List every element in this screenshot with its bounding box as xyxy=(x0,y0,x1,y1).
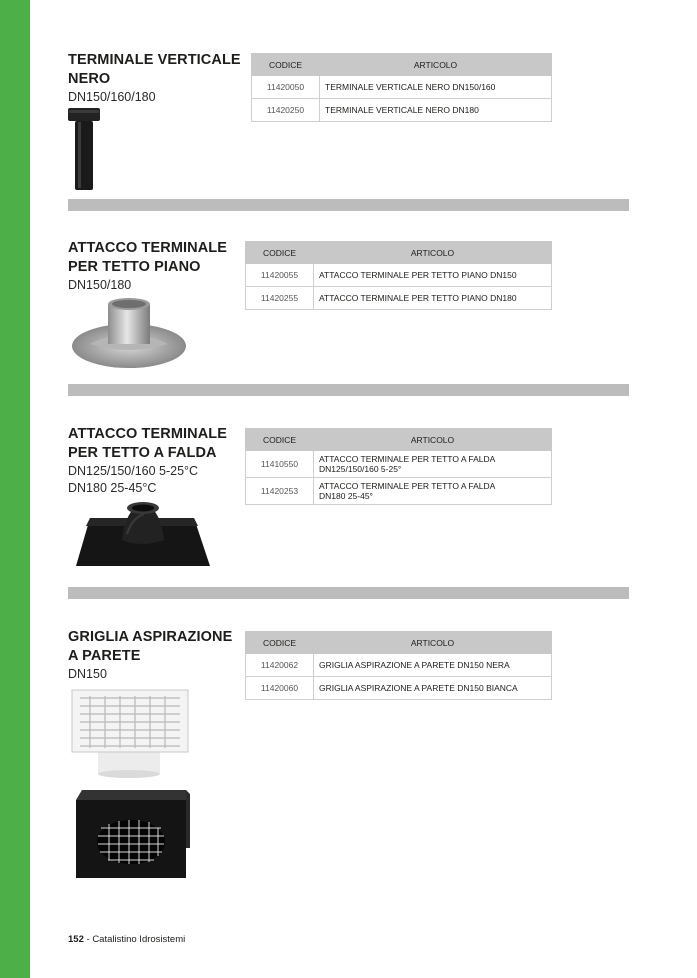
article-header: ARTICOLO xyxy=(320,54,552,76)
table-row: 11420255 ATTACCO TERMINALE PER TETTO PIANO DN180 xyxy=(246,287,552,310)
code-header: CODICE xyxy=(246,242,314,264)
section-title: ATTACCO TERMINALE PER TETTO A FALDA xyxy=(68,426,228,461)
section-subtitle: DN125/150/160 5-25°C DN180 25-45°C xyxy=(68,464,199,495)
tetto-falda-image xyxy=(72,500,212,568)
code-header: CODICE xyxy=(246,632,314,654)
terminale-verticale-image xyxy=(66,106,102,192)
section-title: TERMINALE VERTICALE NERO xyxy=(68,52,241,87)
section-griglia xyxy=(68,628,232,683)
page-footer xyxy=(68,934,185,945)
table-row: 11420060 GRIGLIA ASPIRAZIONE A PARETE DN150 BIANCA xyxy=(246,677,552,700)
green-side-bar xyxy=(0,0,30,978)
section-subtitle: DN150/160/180 xyxy=(68,90,156,104)
table-row: 11420050 TERMINALE VERTICALE NERO DN150/160 xyxy=(252,76,552,99)
product-table-1 xyxy=(251,53,552,122)
code-header: CODICE xyxy=(252,54,320,76)
section-title: GRIGLIA ASPIRAZIONE A PARETE xyxy=(68,629,233,664)
catalog-name: Catalistino Idrosistemi xyxy=(92,934,186,945)
section-subtitle: DN150 xyxy=(68,667,107,681)
product-table-4 xyxy=(245,631,552,700)
table-row: 11420250 TERMINALE VERTICALE NERO DN180 xyxy=(252,99,552,122)
product-table-2 xyxy=(245,241,552,310)
tetto-piano-image xyxy=(70,294,188,372)
section-divider xyxy=(68,199,629,211)
griglia-nera-image xyxy=(74,788,192,880)
section-tetto-falda xyxy=(68,425,227,497)
table-row: 11420055 ATTACCO TERMINALE PER TETTO PIANO DN150 xyxy=(246,264,552,287)
section-terminale-verticale xyxy=(68,51,241,106)
footer-separator: - xyxy=(83,934,93,945)
section-divider xyxy=(68,384,629,396)
griglia-bianca-image xyxy=(70,688,190,778)
table-row: 11410550 ATTACCO TERMINALE PER TETTO A FALDA DN125/150/160 5-25° xyxy=(246,451,552,478)
article-header: ARTICOLO xyxy=(314,242,552,264)
section-divider xyxy=(68,587,629,599)
table-row: 11420253 ATTACCO TERMINALE PER TETTO A FALDA DN180 25-45° xyxy=(246,478,552,505)
section-title: ATTACCO TERMINALE PER TETTO PIANO xyxy=(68,240,228,275)
page-number: 152 xyxy=(68,934,84,945)
code-header: CODICE xyxy=(246,429,314,451)
product-table-3 xyxy=(245,428,552,505)
article-header: ARTICOLO xyxy=(314,429,552,451)
section-subtitle: DN150/180 xyxy=(68,278,132,292)
article-header: ARTICOLO xyxy=(314,632,552,654)
table-row: 11420062 GRIGLIA ASPIRAZIONE A PARETE DN150 NERA xyxy=(246,654,552,677)
section-tetto-piano xyxy=(68,239,227,294)
